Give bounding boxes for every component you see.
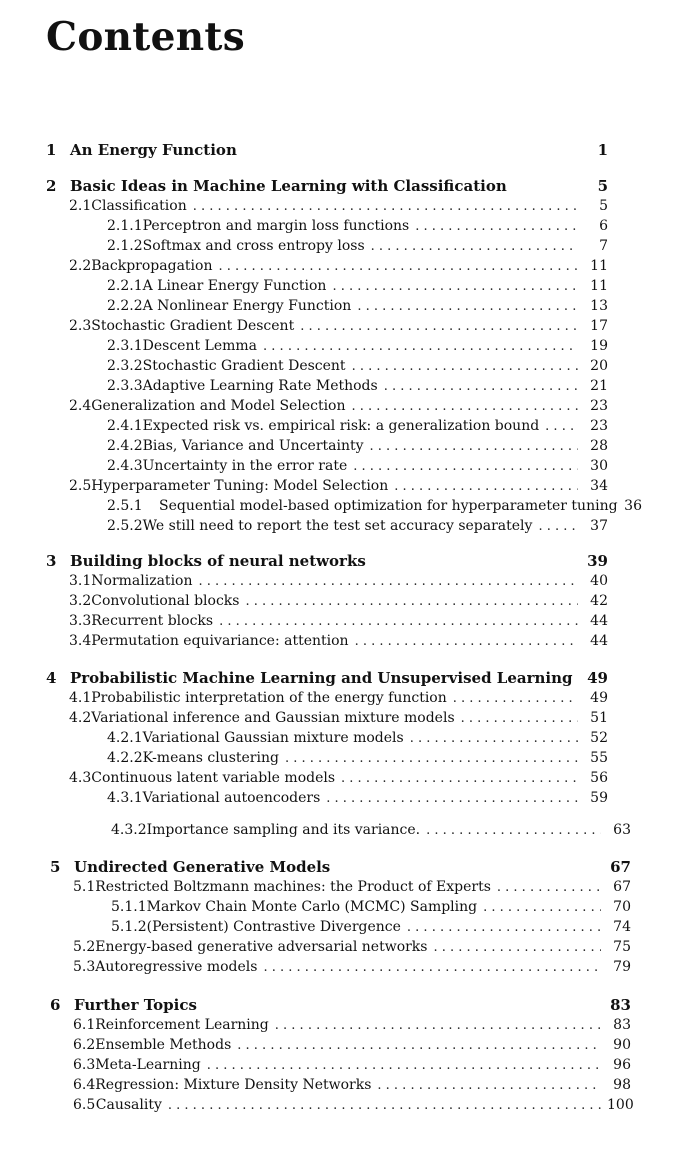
toc-number: 2.2 (69, 258, 92, 274)
toc-number: 2 (46, 177, 57, 195)
toc-title: Variational Gaussian mixture models (142, 730, 404, 746)
dot-leader (352, 397, 579, 416)
toc-section[interactable] (73, 1056, 631, 1075)
dot-leader (332, 277, 578, 296)
toc-page-number: 37 (590, 518, 608, 534)
toc-subsection[interactable] (111, 898, 631, 917)
toc-number: 6.1 (73, 1017, 96, 1033)
dot-leader (352, 357, 578, 376)
toc-subsection[interactable] (111, 821, 631, 840)
toc-page-number: 96 (613, 1057, 631, 1073)
toc-title: Stochastic Gradient Descent (91, 318, 295, 334)
toc-title: Hyperparameter Tuning: Model Selection (91, 478, 389, 494)
toc-subsection[interactable] (107, 789, 608, 808)
dot-leader (394, 477, 578, 496)
toc-subsection[interactable] (107, 277, 608, 296)
dot-leader (237, 1036, 601, 1055)
toc-page-number: 56 (590, 770, 608, 786)
toc-title: Ensemble Methods (95, 1037, 232, 1053)
toc-title: Classification (91, 198, 187, 214)
toc-title: Normalization (91, 573, 193, 589)
toc-page-number: 63 (613, 822, 631, 838)
toc-title: A Linear Energy Function (142, 278, 327, 294)
dot-leader (426, 821, 601, 840)
toc-section[interactable] (69, 572, 608, 591)
toc-chapter[interactable] (46, 669, 608, 687)
toc-number: 2.4.2 (107, 438, 143, 454)
toc-section[interactable] (73, 1096, 634, 1115)
toc-page-number: 49 (590, 690, 608, 706)
toc-section[interactable] (69, 612, 608, 631)
toc-number: 2.3.1 (107, 338, 143, 354)
dot-leader (300, 317, 578, 336)
toc-chapter[interactable] (46, 141, 608, 159)
toc-page-number: 51 (590, 710, 608, 726)
toc-number: 2.5.1 (107, 498, 143, 514)
toc-number: 4.1 (69, 690, 92, 706)
dot-leader (453, 689, 578, 708)
toc-title: Probabilistic interpretation of the energy function (91, 690, 447, 706)
dot-leader (207, 1056, 601, 1075)
toc-title: Generalization and Model Selection (91, 398, 346, 414)
dot-leader (461, 709, 578, 728)
dot-leader (245, 592, 578, 611)
toc-number: 2.4 (69, 398, 92, 414)
toc-page-number: 83 (610, 996, 631, 1014)
toc-number: 4 (46, 669, 57, 687)
toc-page-number: 21 (590, 378, 608, 394)
toc-chapter[interactable] (46, 552, 608, 570)
dot-leader (275, 1016, 601, 1035)
dot-leader (341, 769, 578, 788)
toc-page-number: 30 (590, 458, 608, 474)
toc-section[interactable] (69, 592, 608, 611)
toc-page-number: 74 (613, 919, 631, 935)
toc-page-number: 44 (590, 633, 608, 649)
toc-number: 5.3 (73, 959, 96, 975)
toc-chapter[interactable] (50, 858, 631, 876)
toc-title: (Persistent) Contrastive Divergence (146, 919, 401, 935)
toc-page-number: 23 (590, 418, 608, 434)
toc-number: 4.3 (69, 770, 92, 786)
toc-page-number: 7 (599, 238, 608, 254)
toc-number: 2.2.2 (107, 298, 143, 314)
toc-page-number: 34 (590, 478, 608, 494)
toc-page-number: 75 (613, 939, 631, 955)
toc-page-number: 67 (610, 858, 631, 876)
dot-leader (384, 377, 578, 396)
toc-title: Descent Lemma (142, 338, 258, 354)
dot-leader (497, 878, 601, 897)
toc-number: 3.1 (69, 573, 92, 589)
toc-page-number: 20 (590, 358, 608, 374)
toc-number: 3.2 (69, 593, 92, 609)
toc-page-number: 28 (590, 438, 608, 454)
toc-title: Probabilistic Machine Learning and Unsupervised Learning (70, 669, 573, 687)
toc-page-number: 49 (587, 669, 608, 687)
toc-title: Variational inference and Gaussian mixture models (91, 710, 455, 726)
toc-number: 4.2 (69, 710, 92, 726)
dot-leader (371, 237, 578, 256)
dot-leader (433, 938, 601, 957)
toc-section[interactable] (69, 689, 608, 708)
toc-title: Causality (95, 1097, 162, 1113)
toc-number: 4.3.1 (107, 790, 143, 806)
toc-number: 2.1 (69, 198, 92, 214)
toc-title: Softmax and cross entropy loss (142, 238, 365, 254)
toc-title: Building blocks of neural networks (70, 552, 366, 570)
toc-number: 3.4 (69, 633, 92, 649)
toc-section[interactable] (73, 958, 631, 977)
toc-number: 6.5 (73, 1097, 96, 1113)
toc-title: Uncertainty in the error rate (142, 458, 348, 474)
toc-page-number: 17 (590, 318, 608, 334)
toc-title: Undirected Generative Models (74, 858, 331, 876)
toc-number: 2.3.2 (107, 358, 143, 374)
toc-number: 2.5.2 (107, 518, 143, 534)
toc-subsection[interactable] (107, 517, 608, 536)
toc-title: Recurrent blocks (91, 613, 214, 629)
toc-page-number: 90 (613, 1037, 631, 1053)
dot-leader (168, 1096, 601, 1115)
toc-title: Adaptive Learning Rate Methods (142, 378, 378, 394)
toc-page-number: 100 (607, 1097, 634, 1113)
dot-leader (355, 632, 578, 651)
toc-number: 2.4.1 (107, 418, 143, 434)
toc-number: 2.1.1 (107, 218, 143, 234)
toc-number: 4.2.2 (107, 750, 143, 766)
toc-page-number: 70 (613, 899, 631, 915)
toc-title: Autoregressive models (95, 959, 258, 975)
toc-title: A Nonlinear Energy Function (142, 298, 352, 314)
toc-page-number: 79 (613, 959, 631, 975)
toc-section[interactable] (69, 769, 608, 788)
toc-number: 5 (50, 858, 61, 876)
toc-title: Perceptron and margin loss functions (142, 218, 410, 234)
toc-subsection[interactable] (107, 437, 608, 456)
toc-page-number: 98 (613, 1077, 631, 1093)
toc-title: Regression: Mixture Density Networks (95, 1077, 372, 1093)
toc-chapter[interactable] (50, 996, 631, 1014)
toc-title: K-means clustering (142, 750, 279, 766)
toc-title: Further Topics (74, 996, 197, 1014)
toc-title: Convolutional blocks (91, 593, 240, 609)
dot-leader (538, 517, 578, 536)
toc-chapter[interactable] (46, 177, 608, 195)
toc-title: We still need to report the test set accuracy separately (142, 518, 533, 534)
dot-leader (407, 918, 601, 937)
toc-section[interactable] (69, 197, 608, 216)
toc-title: Energy-based generative adversarial networks (95, 939, 428, 955)
toc-page-number: 40 (590, 573, 608, 589)
toc-number: 6.3 (73, 1057, 96, 1073)
dot-leader (263, 958, 601, 977)
toc-page-number: 55 (590, 750, 608, 766)
toc-page-number: 13 (590, 298, 608, 314)
dot-leader (219, 612, 578, 631)
toc-section[interactable] (69, 257, 608, 276)
toc-section[interactable] (73, 1036, 631, 1055)
toc-subsection[interactable] (107, 237, 608, 256)
toc-title: An Energy Function (70, 141, 237, 159)
toc-section[interactable] (69, 317, 608, 336)
toc-title: Bias, Variance and Uncertainty (142, 438, 364, 454)
toc-page-number: 42 (590, 593, 608, 609)
toc-subsection[interactable] (107, 217, 608, 236)
dot-leader (285, 749, 578, 768)
toc-title: Variational autoencoders (142, 790, 321, 806)
toc-page-number: 11 (590, 258, 608, 274)
toc-title: Restricted Boltzmann machines: the Product of Experts (95, 879, 491, 895)
toc-title: Sequential model-based optimization for hyperparameter tuning (159, 498, 618, 514)
toc-subsection[interactable] (111, 918, 631, 937)
toc-title: Basic Ideas in Machine Learning with Classification (70, 177, 507, 195)
toc-title: Expected risk vs. empirical risk: a generalization bound (142, 418, 540, 434)
toc-section[interactable] (69, 632, 608, 651)
toc-title: Continuous latent variable models (91, 770, 336, 786)
dot-leader (193, 197, 578, 216)
toc-number: 6 (50, 996, 61, 1014)
toc-title: Markov Chain Monte Carlo (MCMC) Sampling (146, 899, 478, 915)
toc-subsection[interactable] (107, 357, 608, 376)
toc-number: 3 (46, 552, 57, 570)
toc-number: 4.2.1 (107, 730, 143, 746)
toc-page-number: 67 (613, 879, 631, 895)
toc-page-number: 6 (599, 218, 608, 234)
toc-number: 2.3 (69, 318, 92, 334)
toc-page-number: 23 (590, 398, 608, 414)
toc-subsection[interactable] (107, 497, 642, 515)
toc-number: 6.4 (73, 1077, 96, 1093)
toc-page-number: 39 (587, 552, 608, 570)
toc-page-number: 5 (597, 177, 608, 195)
toc-title: Importance sampling and its variance. (146, 822, 421, 838)
toc-number: 5.1.2 (111, 919, 147, 935)
toc-subsection[interactable] (107, 729, 608, 748)
dot-leader (353, 457, 578, 476)
toc-page-number: 44 (590, 613, 608, 629)
toc-title: Stochastic Gradient Descent (142, 358, 346, 374)
toc-section[interactable] (73, 1076, 631, 1095)
toc-page-number: 59 (590, 790, 608, 806)
toc-section[interactable] (69, 397, 608, 416)
toc-number: 5.1 (73, 879, 96, 895)
toc-number: 2.1.2 (107, 238, 143, 254)
dot-leader (410, 729, 578, 748)
toc-page-number: 11 (590, 278, 608, 294)
toc-title: Backpropagation (91, 258, 213, 274)
toc-number: 2.3.3 (107, 378, 143, 394)
toc-number: 1 (46, 141, 57, 159)
toc-page-number: 83 (613, 1017, 631, 1033)
toc-subsection[interactable] (107, 297, 608, 316)
dot-leader (218, 257, 578, 276)
dot-leader (263, 337, 578, 356)
toc-subsection[interactable] (107, 457, 608, 476)
page-title: Contents (46, 14, 245, 60)
dot-leader (545, 417, 578, 436)
toc-page-number: 1 (597, 141, 608, 159)
toc-page-number: 36 (624, 498, 642, 514)
toc-number: 3.3 (69, 613, 92, 629)
toc-section[interactable] (73, 878, 631, 897)
toc-number: 2.2.1 (107, 278, 143, 294)
toc-number: 4.3.2 (111, 822, 147, 838)
toc-number: 2.5 (69, 478, 92, 494)
toc-number: 5.1.1 (111, 899, 147, 915)
toc-subsection[interactable] (107, 417, 608, 436)
toc-title: Reinforcement Learning (95, 1017, 269, 1033)
toc-section[interactable] (69, 477, 608, 496)
dot-leader (370, 437, 578, 456)
dot-leader (483, 898, 601, 917)
dot-leader (199, 572, 579, 591)
dot-leader (415, 217, 578, 236)
dot-leader (357, 297, 578, 316)
toc-title: Meta-Learning (95, 1057, 201, 1073)
toc-subsection[interactable] (107, 377, 608, 396)
toc-number: 6.2 (73, 1037, 96, 1053)
toc-subsection[interactable] (107, 337, 608, 356)
toc-section[interactable] (73, 1016, 631, 1035)
toc-title: Permutation equivariance: attention (91, 633, 349, 649)
toc-page-number: 5 (599, 198, 608, 214)
toc-section[interactable] (69, 709, 608, 728)
toc-number: 2.4.3 (107, 458, 143, 474)
toc-section[interactable] (73, 938, 631, 957)
dot-leader (377, 1076, 601, 1095)
toc-number: 5.2 (73, 939, 96, 955)
dot-leader (326, 789, 578, 808)
toc-page-number: 52 (590, 730, 608, 746)
toc-page-number: 19 (590, 338, 608, 354)
toc-subsection[interactable] (107, 749, 608, 768)
